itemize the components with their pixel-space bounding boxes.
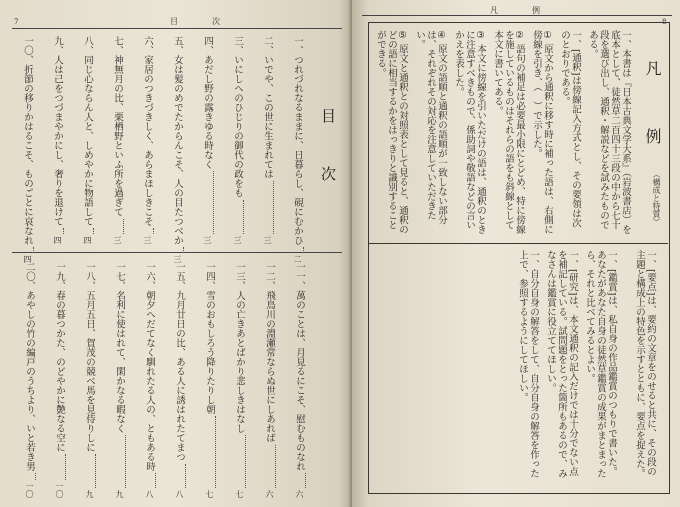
toc-entry-page: 六 bbox=[295, 490, 304, 498]
toc-entry bbox=[292, 262, 306, 498]
notes-paragraph: 一、[研究]は、本文通釈の記入だけでは十分でない点を補記している。試問題をとった箇所もあるので、みなさんは鑑賞に役立ててほしい。 bbox=[545, 250, 578, 478]
toc-entry bbox=[260, 36, 274, 244]
toc-entry bbox=[82, 262, 96, 498]
toc-leader-dots bbox=[230, 200, 244, 235]
toc-entry-page: 三 bbox=[143, 236, 152, 244]
toc-entry-page: 三 bbox=[113, 236, 122, 244]
toc-entry-page: 八 bbox=[145, 490, 154, 498]
toc-entry-title: 二、いでや、この世に生まれては bbox=[262, 36, 273, 179]
page-number-right: 8 bbox=[662, 18, 667, 26]
toc-entry-page: 七 bbox=[235, 490, 244, 498]
toc-entry bbox=[202, 262, 216, 498]
toc-leader-dots bbox=[232, 435, 246, 488]
toc-entry-title: 二〇、あやしの竹の編戸のうちより、いと若き男 bbox=[24, 262, 35, 471]
toc-leader-dots bbox=[50, 228, 64, 234]
page-number-left: 7 bbox=[14, 18, 19, 26]
toc-entry-page: 八 bbox=[175, 490, 184, 498]
toc-title: 目 次 bbox=[319, 108, 337, 195]
notes-subtitle: （構成と特質） bbox=[652, 170, 661, 226]
toc-entry-page: 九 bbox=[85, 490, 94, 498]
running-header-left: 目 次 bbox=[170, 17, 226, 26]
toc-leader-dots bbox=[262, 445, 276, 489]
toc-entry-title: 六、家居のつきづきしく、あらまほしきこそ bbox=[142, 36, 153, 226]
toc-entry bbox=[200, 36, 214, 244]
toc-entry bbox=[112, 262, 126, 498]
toc-entry bbox=[140, 36, 154, 244]
toc-entry-title: 一〇、折節の移りかはるこそ、ものごとに哀なれ bbox=[22, 36, 33, 245]
toc-entry bbox=[290, 36, 304, 263]
toc-entry bbox=[50, 36, 64, 244]
notes-paragraph: 一、自分自身の解答をして、自分自身の解答を作った上で、参照するようにしてほしい。 bbox=[517, 250, 539, 478]
toc-leader-dots bbox=[200, 171, 214, 234]
notes-title: 凡 例 bbox=[643, 60, 662, 162]
toc-entry bbox=[20, 36, 34, 263]
toc-leader-dots bbox=[172, 464, 186, 489]
toc-entry-title: 一八、五月五日、賀茂の競べ馬を見侍りしに bbox=[84, 262, 95, 452]
toc-leader-dots bbox=[22, 473, 36, 480]
toc-leader-dots bbox=[112, 435, 126, 488]
toc-leader-dots bbox=[140, 228, 154, 234]
toc-entry-page: 一〇 bbox=[25, 482, 34, 498]
notes-paragraph: 一、本書は『日本古典文学大系』（岩波書店）を底本として、徒然草二百四十三段の中から七十段を選び出し、通釈・解説などを試みたものである。 bbox=[587, 30, 631, 235]
toc-leader-dots bbox=[260, 181, 274, 235]
toc-entry bbox=[22, 262, 36, 498]
toc-entry-page: 三 bbox=[233, 236, 242, 244]
notes-paragraph: ① 原文から通釈に移す時に補った語は、右側に傍線を引き、（ ）で示した。 bbox=[531, 30, 553, 235]
toc-entry-page: 四 bbox=[53, 236, 62, 244]
notes-paragraph: 一、[通釈]は傍線記入方式とし、その要領は次のとおりである。 bbox=[559, 30, 581, 228]
toc-leader-dots bbox=[52, 454, 66, 480]
toc-entry-title: 一一、萬のことは、月見るにこそ、慰むものなれ bbox=[294, 262, 305, 471]
toc-entry-title: 八、同じ心ならん人と、しめやかに物語して bbox=[82, 36, 93, 226]
toc-leader-dots bbox=[142, 473, 156, 488]
toc-entry bbox=[230, 36, 244, 244]
toc-entry-page: 九 bbox=[115, 490, 124, 498]
toc-entry-page: 二 bbox=[293, 255, 302, 263]
running-header-right: 凡 例 bbox=[490, 6, 546, 15]
toc-entry-page: 四 bbox=[23, 255, 32, 263]
toc-entry bbox=[262, 262, 276, 498]
toc-entry-title: 五、女は髪のめでたからんこそ、人の目たつべか bbox=[172, 36, 183, 245]
toc-leader-dots bbox=[292, 473, 306, 488]
toc-leader-dots bbox=[80, 228, 94, 234]
toc-entry-page: 三 bbox=[173, 255, 182, 263]
toc-entry bbox=[142, 262, 156, 498]
toc-entry-title: 一七、名利に使はれて、閑かなる暇なく bbox=[114, 262, 125, 433]
toc-entry-page: 一〇 bbox=[55, 482, 64, 498]
toc-entry bbox=[80, 36, 94, 244]
notes-paragraph: ② 語句の補足は必要最小限にとどめ、特に傍線を施しているものはそれらの語をも斜線として本文に書いてある。 bbox=[492, 30, 525, 235]
toc-entry-title: 七、神無月の比、栗栖野といふ所を過ぎて bbox=[112, 36, 123, 217]
toc-entry-page: 七 bbox=[205, 490, 214, 498]
toc-entry-title: 九、人は己をつづまやかにし、奢りを退けて bbox=[52, 36, 63, 226]
toc-entry-page: 三 bbox=[263, 236, 272, 244]
notes-paragraph: ④ 原文の語順と通釈の語順が一致しない部分は、それぞれその対応を注意していただきたい。 bbox=[414, 30, 447, 225]
toc-leader-dots bbox=[290, 247, 304, 253]
header-rule-left bbox=[12, 28, 342, 29]
toc-entry bbox=[110, 36, 124, 244]
toc-entry-title: 一五、九月廿日の比、ある人に誘はれたてまつ bbox=[174, 262, 185, 462]
notes-paragraph: 一、[要点]は、要約の文章をのせると共に、その段の主題と構成上の特色を示すとともに、要点を捉えた。 bbox=[634, 250, 656, 478]
notes-paragraph: 一、[鑑賞]は、私自身の作品鑑賞のつもりで書いた。あなたがあなた自身の徒然草鑑賞の成果がまとまったら、それと比べてみるとよい。 bbox=[584, 250, 617, 478]
toc-entry bbox=[52, 262, 66, 498]
toc-leader-dots bbox=[20, 247, 34, 253]
toc-entry-title: 一二、飛鳥川の淵瀬常ならぬ世にしあれば bbox=[264, 262, 275, 443]
toc-entry bbox=[172, 262, 186, 498]
toc-entry-title: 三、いにしへのひじりの御代の政をも bbox=[232, 36, 243, 198]
toc-leader-dots bbox=[170, 247, 184, 253]
notes-paragraph: ③ 本文に傍線を引いただけの語は、通釈のときに注意すべきもので、係助詞や敬語などの言いかえを表した。 bbox=[453, 30, 486, 235]
toc-entry-title: 四、あだし野の露きゆる時なく bbox=[202, 36, 213, 169]
toc-leader-dots bbox=[202, 416, 216, 488]
toc-leader-dots bbox=[110, 219, 124, 235]
toc-entry-title: 一四、雪のおもしろう降りたりし朝 bbox=[204, 262, 215, 414]
toc-entry-title: 一六、朝夕へだてなく馴れたる人の、ともある時 bbox=[144, 262, 155, 471]
toc-entry-page: 六 bbox=[265, 490, 274, 498]
toc-entry bbox=[170, 36, 184, 263]
toc-entry-title: 一三、人の亡きあとばかり悲しきはなし bbox=[234, 262, 245, 433]
toc-entry-title: 一九、春の暮つかた、のどやかに艶なる空に bbox=[54, 262, 65, 452]
header-rule-right bbox=[362, 15, 672, 16]
toc-leader-dots bbox=[82, 454, 96, 488]
toc-entry-title: 一、つれづれなるままに、日暮らし、硯にむかひ bbox=[292, 36, 303, 245]
notes-paragraph: ⑤ 原文と通釈との対照表として見ると、通釈のどの語に相当するかをはっきりと識別することができる。 bbox=[375, 30, 408, 235]
toc-entry-page: 四 bbox=[83, 236, 92, 244]
toc-entry bbox=[232, 262, 246, 498]
toc-entry-page: 三 bbox=[203, 236, 212, 244]
notes-divider bbox=[368, 243, 668, 244]
